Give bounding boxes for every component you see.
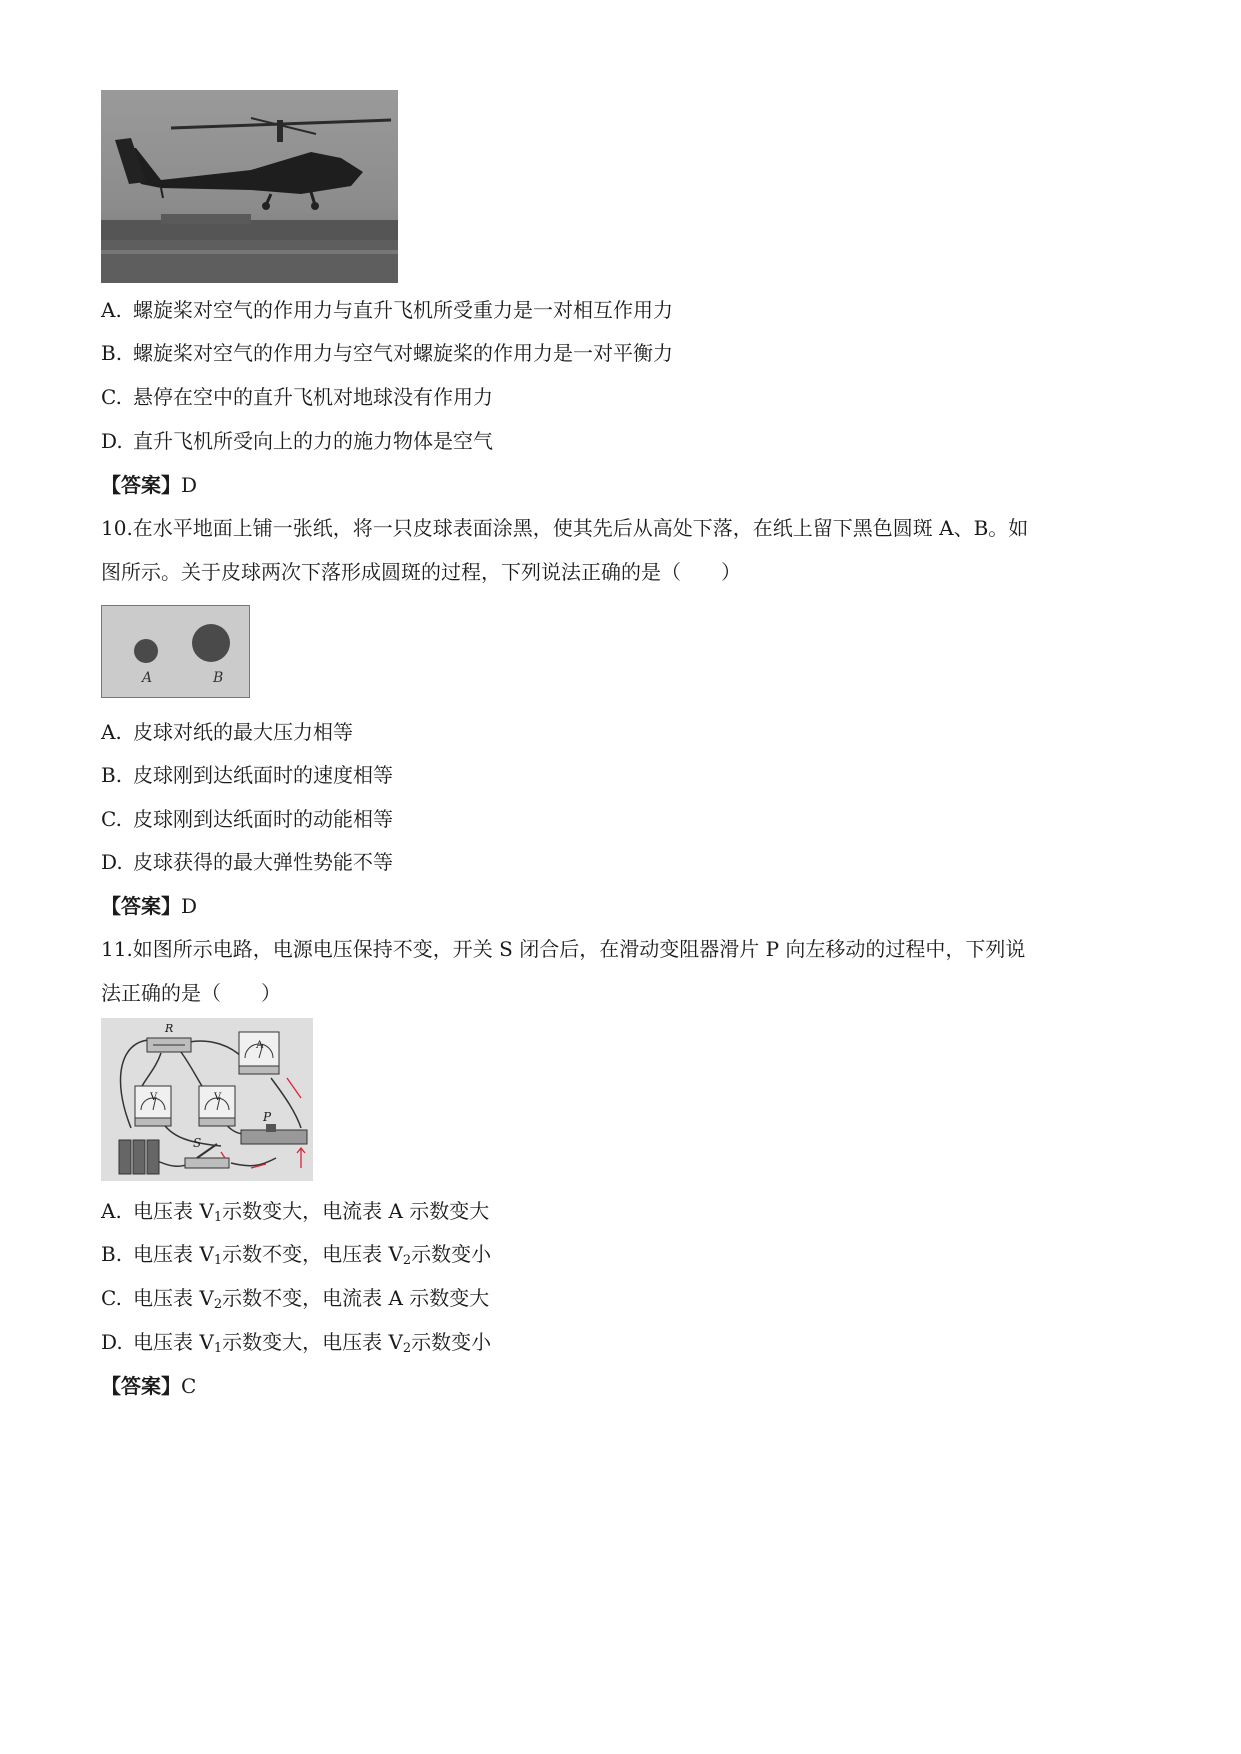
answer-label: 【答案】 <box>101 894 181 918</box>
q11-answer <box>101 1372 196 1400</box>
q11-stem-line1: 11.如图所示电路，电源电压保持不变，开关 S 闭合后，在滑动变阻器滑片 P 向左移动的过程中，下列说 <box>101 937 1026 961</box>
option-key: D. <box>101 429 123 453</box>
option-text: 直升飞机所受向上的力的施力物体是空气 <box>133 429 493 453</box>
helicopter-photo <box>101 90 398 283</box>
option-text: 螺旋桨对空气的作用力与直升飞机所受重力是一对相互作用力 <box>133 298 673 322</box>
q10-answer <box>101 892 197 920</box>
q10-option-c <box>101 805 393 833</box>
spot-a <box>134 639 158 663</box>
option-text: 示数不变，电压表 V <box>222 1242 403 1266</box>
q11-option-b <box>101 1240 491 1275</box>
option-key: A. <box>101 298 122 322</box>
label-r: R <box>165 1022 174 1035</box>
answer-label: 【答案】 <box>101 1374 181 1398</box>
label-p: P <box>263 1110 272 1124</box>
q9-option-a <box>101 296 673 324</box>
option-key: D. <box>101 850 123 874</box>
option-key: B. <box>101 1242 123 1266</box>
option-text: 示数变小 <box>411 1330 492 1354</box>
option-text: 电压表 V <box>133 1199 214 1223</box>
subscript: 1 <box>213 1341 223 1356</box>
q10-option-d <box>101 848 393 876</box>
subscript: 1 <box>213 1210 223 1225</box>
option-text: 皮球刚到达纸面时的动能相等 <box>133 807 393 831</box>
option-key: B. <box>101 763 123 787</box>
label-s: S <box>193 1136 202 1150</box>
option-key: B. <box>101 341 123 365</box>
q9-option-c <box>101 383 493 411</box>
q11-stem-line2: 法正确的是（ ） <box>101 981 281 1005</box>
option-text: 悬停在空中的直升飞机对地球没有作用力 <box>133 385 493 409</box>
option-key: C. <box>101 1286 122 1310</box>
circuit-figure <box>101 1018 313 1181</box>
answer-value: D <box>181 473 198 497</box>
q10-stem-line2: 图所示。关于皮球两次下落形成圆斑的过程，下列说法正确的是（ ） <box>101 560 741 584</box>
option-text: 示数不变，电流表 A 示数变大 <box>222 1286 490 1310</box>
option-text: 皮球获得的最大弹性势能不等 <box>133 850 393 874</box>
subscript: 2 <box>402 1341 412 1356</box>
option-text: 电压表 V <box>133 1286 214 1310</box>
spot-a-label: A <box>142 670 153 686</box>
answer-value: C <box>181 1374 197 1398</box>
option-key: D. <box>101 1330 123 1354</box>
option-key: A. <box>101 720 122 744</box>
option-text: 皮球刚到达纸面时的速度相等 <box>133 763 393 787</box>
label-ammeter-a: A <box>256 1040 264 1051</box>
subscript: 2 <box>213 1297 223 1312</box>
option-text: 螺旋桨对空气的作用力与空气对螺旋桨的作用力是一对平衡力 <box>133 341 673 365</box>
label-v1: V <box>150 1092 158 1103</box>
q11-option-c <box>101 1284 489 1319</box>
spots-figure <box>101 605 250 698</box>
option-text: 示数变大，电流表 A 示数变大 <box>222 1199 490 1223</box>
option-key: A. <box>101 1199 122 1223</box>
spot-b-label: B <box>213 670 224 686</box>
q9-option-d <box>101 427 493 455</box>
option-key: C. <box>101 385 122 409</box>
option-text: 示数变大，电压表 V <box>222 1330 403 1354</box>
q10-option-b <box>101 761 393 789</box>
answer-value: D <box>181 894 198 918</box>
option-text: 电压表 V <box>133 1330 214 1354</box>
q9-option-b <box>101 339 673 367</box>
label-v2: V <box>214 1092 222 1103</box>
q10-option-a <box>101 718 353 746</box>
spot-b <box>192 624 230 662</box>
q9-answer <box>101 471 197 499</box>
option-text: 皮球对纸的最大压力相等 <box>133 720 353 744</box>
option-text: 电压表 V <box>133 1242 214 1266</box>
q11-option-d <box>101 1328 491 1363</box>
subscript: 2 <box>402 1253 412 1268</box>
option-key: C. <box>101 807 122 831</box>
q10-stem-line1: 10.在水平地面上铺一张纸，将一只皮球表面涂黑，使其先后从高处下落，在纸上留下黑色圆斑 A、B。如 <box>101 516 1029 540</box>
option-text: 示数变小 <box>411 1242 492 1266</box>
subscript: 1 <box>213 1253 223 1268</box>
answer-label: 【答案】 <box>101 473 181 497</box>
q11-option-a <box>101 1197 489 1232</box>
